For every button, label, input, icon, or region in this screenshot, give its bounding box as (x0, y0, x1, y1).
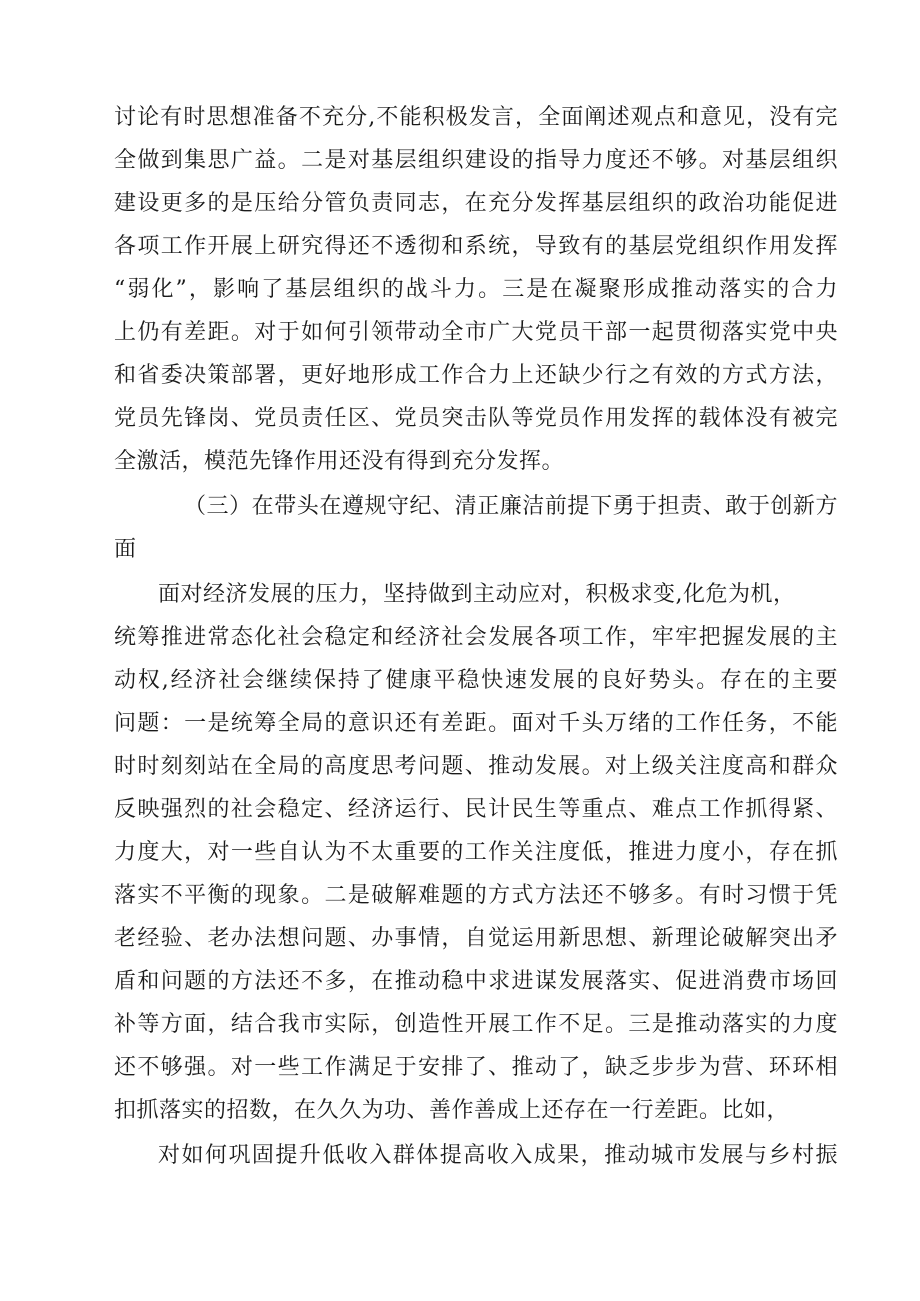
text-line: 问题：一是统筹全局的意识还有差距。面对千头万绪的工作任务，不能 (114, 711, 838, 736)
text-line: 全做到集思广益。二是对基层组织建设的指导力度还不够。对基层组织 (114, 148, 838, 173)
text-line: 时时刻刻站在全局的高度思考问题、推动发展。对上级关注度高和群众 (114, 754, 838, 779)
text-line: 建设更多的是压给分管负责同志，在充分发挥基层组织的政治功能促进 (114, 191, 838, 216)
text-line: 党员先锋岗、党员责任区、党员突击队等党员作用发挥的载体没有被完 (114, 406, 838, 431)
text-line: 补等方面，结合我市实际，创造性开展工作不足。三是推动落实的力度 (114, 1012, 838, 1037)
text-line: 上仍有差距。对于如何引领带动全市广大党员干部一起贯彻落实党中央 (114, 320, 838, 345)
text-line: 老经验、老办法想问题、办事情，自觉运用新思想、新理论破解突出矛 (114, 926, 838, 951)
text-line: 全激活，模范先锋作用还没有得到充分发挥。 (114, 449, 565, 474)
text-line: 各项工作开展上研究得还不透彻和系统，导致有的基层党组织作用发挥 (114, 234, 838, 259)
text-line: 统筹推进常态化社会稳定和经济社会发展各项工作，牢牢把握发展的主 (114, 625, 838, 650)
section-heading: （三）在带头在遵规守纪、清正廉洁前提下勇于担责、敢于创新方 (184, 494, 838, 519)
text-line: 反映强烈的社会稳定、经济运行、民计民生等重点、难点工作抓得紧、 (114, 797, 838, 822)
section-heading-cont: 面 (114, 537, 137, 562)
text-line: “弱化”，影响了基层组织的战斗力。三是在凝聚形成推动落实的合力 (114, 277, 838, 302)
text-line: 扣抓落实的招数，在久久为功、善作善成上还存在一行差距。比如， (114, 1098, 790, 1123)
text-line: 落实不平衡的现象。二是破解难题的方式方法还不够多。有时习惯于凭 (114, 883, 838, 908)
text-line: 对如何巩固提升低收入群体提高收入成果，推动城市发展与乡村振 (158, 1143, 838, 1168)
text-line: 还不够强。对一些工作满足于安排了、推动了，缺乏步步为营、环环相 (114, 1055, 838, 1080)
text-line: 讨论有时思想准备不充分,不能积极发言，全面阐述观点和意见，没有完 (114, 105, 838, 130)
text-line: 和省委决策部署，更好地形成工作合力上还缺少行之有效的方式方法， (114, 363, 838, 388)
text-line: 动权,经济社会继续保持了健康平稳快速发展的良好势头。存在的主要 (114, 668, 838, 693)
text-line: 盾和问题的方法还不多，在推动稳中求进谋发展落实、促进消费市场回 (114, 969, 838, 994)
text-line: 力度大，对一些自认为不太重要的工作关注度低，推进力度小，存在抓 (114, 840, 838, 865)
text-line: 面对经济发展的压力，坚持做到主动应对，积极求变,化危为机， (158, 582, 796, 607)
